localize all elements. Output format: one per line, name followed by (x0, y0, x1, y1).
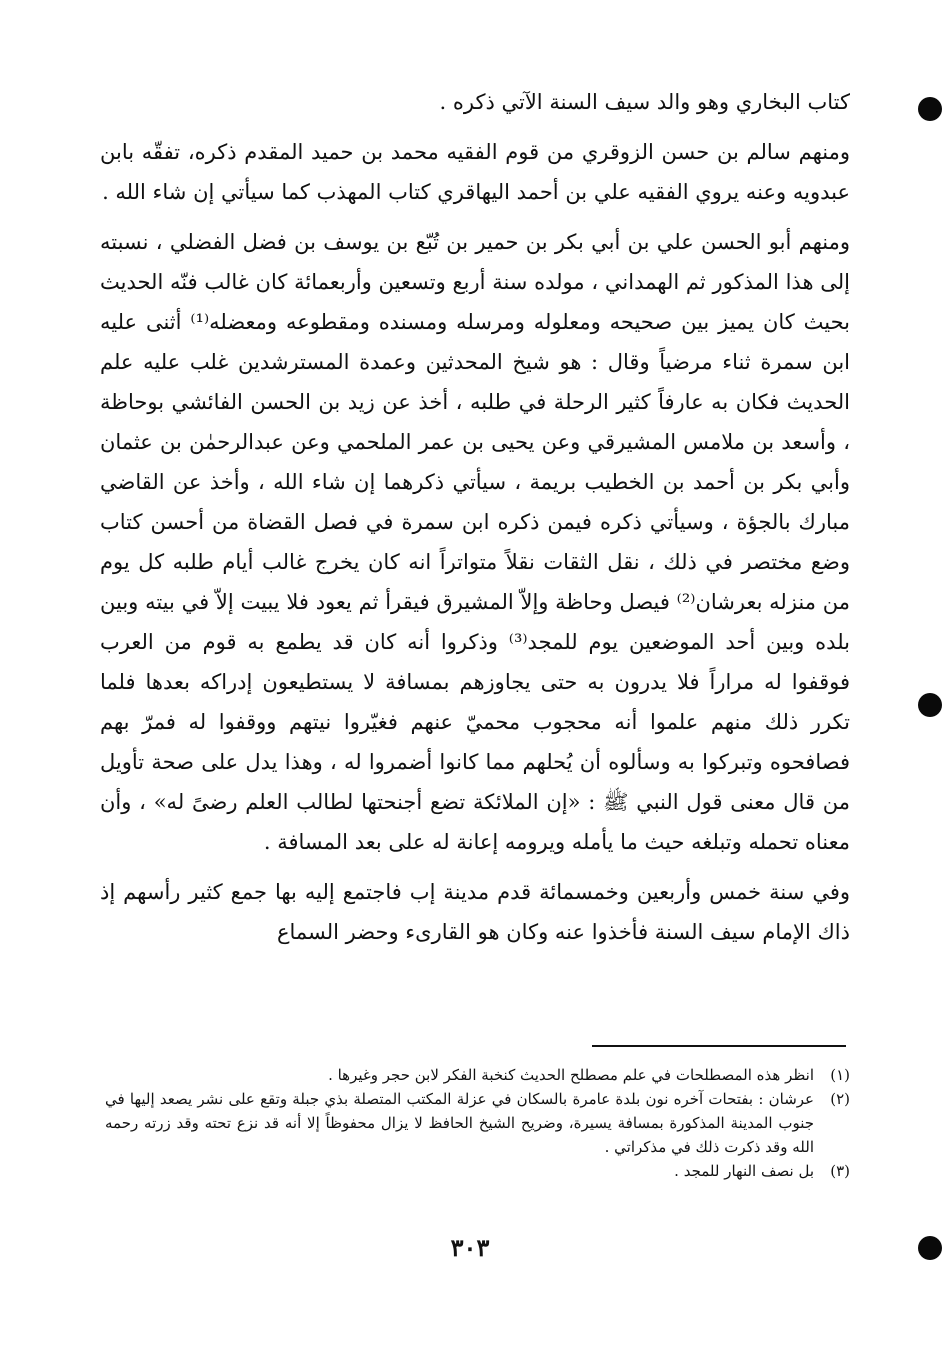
footnote-text: عرشان : بفتحات آخره نون بلدة عامرة بالسكان في عزلة المكتب المتصلة بذي جبلة وتقع على نشر يصعد إليها في جنوب المدينة المذكورة بمسافة يسيرة، وضريح الشيخ الحافظ لا يزال محفوظاً إلا أنه قد نزع تحته وقد زرته رحمه الله وقد ذكرت ذلك في مذكراتي . (105, 1090, 814, 1156)
punch-hole-bottom (918, 1236, 942, 1260)
footnotes (105, 1063, 850, 1183)
footnote-3 (105, 1159, 850, 1183)
paragraph-1: كتاب البخاري وهو والد سيف السنة الآتي ذكره . (439, 90, 850, 114)
footnote-text: انظر هذه المصطلحات في علم مصطلح الحديث كنخبة الفكر لابن حجر وغيرها . (328, 1066, 814, 1084)
punch-hole-middle (918, 693, 942, 717)
paragraph-2: ومنهم سالم بن حسن الزوقري من قوم الفقيه محمد بن حميد المقدم ذكره، تفقّه بابن عبدويه وعنه يروي الفقيه علي بن أحمد اليهاقري كتاب المهذب كما سيأتي إن شاء الله . (100, 140, 850, 204)
main-text (100, 82, 850, 952)
page-number: ٣٠٣ (450, 1233, 490, 1262)
footnote-separator (592, 1045, 846, 1047)
footnote-1 (105, 1063, 850, 1087)
punch-hole-top (918, 97, 942, 121)
footnote-number: (١) (830, 1066, 850, 1084)
footnote-number: (٢) (830, 1090, 850, 1108)
footnote-text: بل نصف النهار للمجد . (674, 1162, 814, 1180)
paragraph-4: وفي سنة خمس وأربعين وخمسمائة قدم مدينة إب فاجتمع إليه بها جمع كثير رأسهم إذ ذاك الإمام سيف السنة فأخذوا عنه وكان هو القارىء وحضر السماع (100, 880, 850, 944)
footnote-2 (105, 1087, 850, 1159)
footnote-number: (٣) (830, 1162, 850, 1180)
paragraph-3: ومنهم أبو الحسن علي بن أبي بكر بن حمير بن تُبّع بن يوسف بن فضل الفضلي ، نسبته إلى هذا المذكور ثم الهمداني ، مولده سنة أربع وتسعين وأربعمائة كان غالب فنّه الحديث بحيث كان يميز بين صحيحه ومعلوله ومرسله ومسنده ومقطوعه ومعضله⁽¹⁾ أثنى عليه ابن سمرة ثناء مرضياً وقال : هو شيخ المحدثين وعمدة المسترشدين غلب عليه علم الحديث فكان به عارفاً كثير الرحلة في طلبه ، أخذ عن زيد بن الحسن الفائشي بوحاظة ، وأسعد بن ملامس المشيرقي وعن يحيى بن عمر الملحمي وعن عبدالرحمٰن بن عثمان وأبي بكر بن أحمد بن الخطيب بريمة ، سيأتي ذكرهما إن شاء الله ، وأخذ عن القاضي مبارك بالجؤة ، وسيأتي ذكره فيمن ذكره ابن سمرة في فصل القضاة من أحسن كتاب وضع مختصر في ذلك ، نقل الثقات نقلاً متواتراً انه كان يخرج غالب أيام طلبه كل يوم من منزله بعرشان⁽²⁾ فيصل وحاظة وإلاّ المشيرق فيقرأ ثم يعود فلا يبيت إلاّ في بيته وبين بلده وبين أحد الموضعين يوم للمجد⁽³⁾ وذكروا أنه كان قد يطمع به قوم من العرب فوقفوا له مراراً فلا يدرون به حتى يجاوزهم بمسافة لا يستطيعون إدراكه بعدها فلما تكرر ذلك منهم علموا أنه محجوب محميّ عنهم فغيّروا نيتهم ووقفوا له فمرّ بهم فصافحوه وتبركوا به وسألوه أن يُحلهم مما كانوا أضمروا له ، وهذا يدل على صحة تأويل من قال معنى قول النبي ﷺ : «إن الملائكة تضع أجنحتها لطالب العلم رضىً له» ، وأن معناه تحمله وتبلغه حيث ما يأمله ويرومه إعانة له على بعد المسافة . (100, 230, 851, 854)
